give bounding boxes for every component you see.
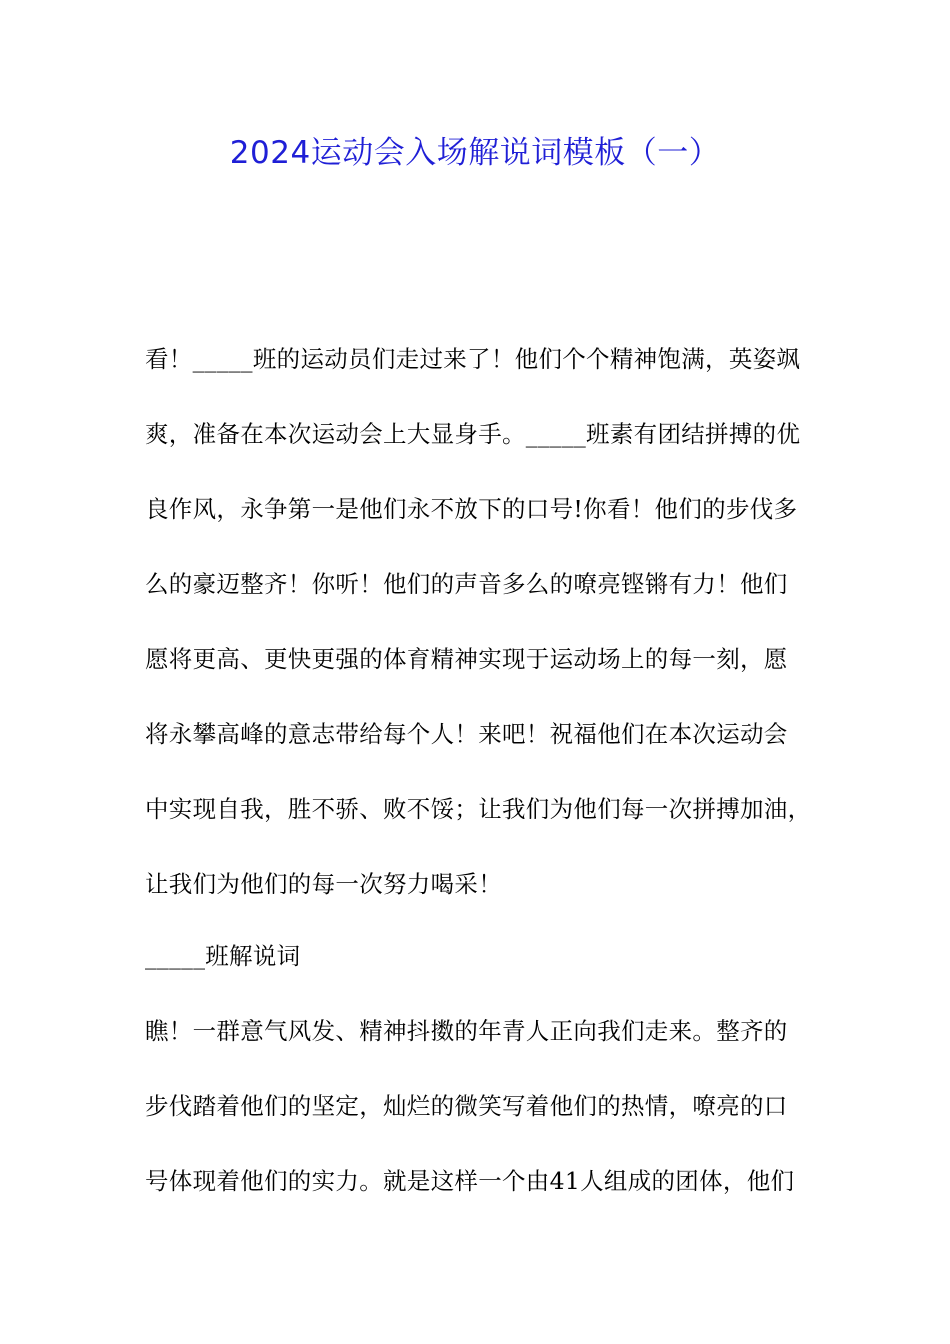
section-heading: _____班解说词 [145, 942, 301, 970]
paragraph-line: 爽，准备在本次运动会上大显身手。_____班素有团结拼搏的优 [145, 420, 801, 448]
paragraph-line: 看！_____班的运动员们走过来了！他们个个精神饱满，英姿飒 [145, 345, 801, 373]
paragraph-line: 步伐踏着他们的坚定，灿烂的微笑写着他们的热情，嘹亮的口 [145, 1092, 788, 1120]
paragraph-line: 瞧！一群意气风发、精神抖擞的年青人正向我们走来。整齐的 [145, 1017, 788, 1045]
document-title: 2024运动会入场解说词模板（一） [229, 135, 721, 171]
paragraph-line: 号体现着他们的实力。就是这样一个由41人组成的团体，他们 [145, 1167, 795, 1195]
paragraph-line: 中实现自我，胜不骄、败不馁；让我们为他们每一次拼搏加油， [145, 795, 812, 823]
paragraph-line: 么的豪迈整齐！你听！他们的声音多么的嘹亮铿锵有力！他们 [145, 570, 788, 598]
paragraph-line: 将永攀高峰的意志带给每个人！来吧！祝福他们在本次运动会 [145, 720, 788, 748]
paragraph-line: 让我们为他们的每一次努力喝采！ [145, 870, 502, 898]
paragraph-line: 愿将更高、更快更强的体育精神实现于运动场上的每一刻，愿 [145, 645, 788, 673]
paragraph-line: 良作风，永争第一是他们永不放下的口号!你看！他们的步伐多 [145, 495, 798, 523]
